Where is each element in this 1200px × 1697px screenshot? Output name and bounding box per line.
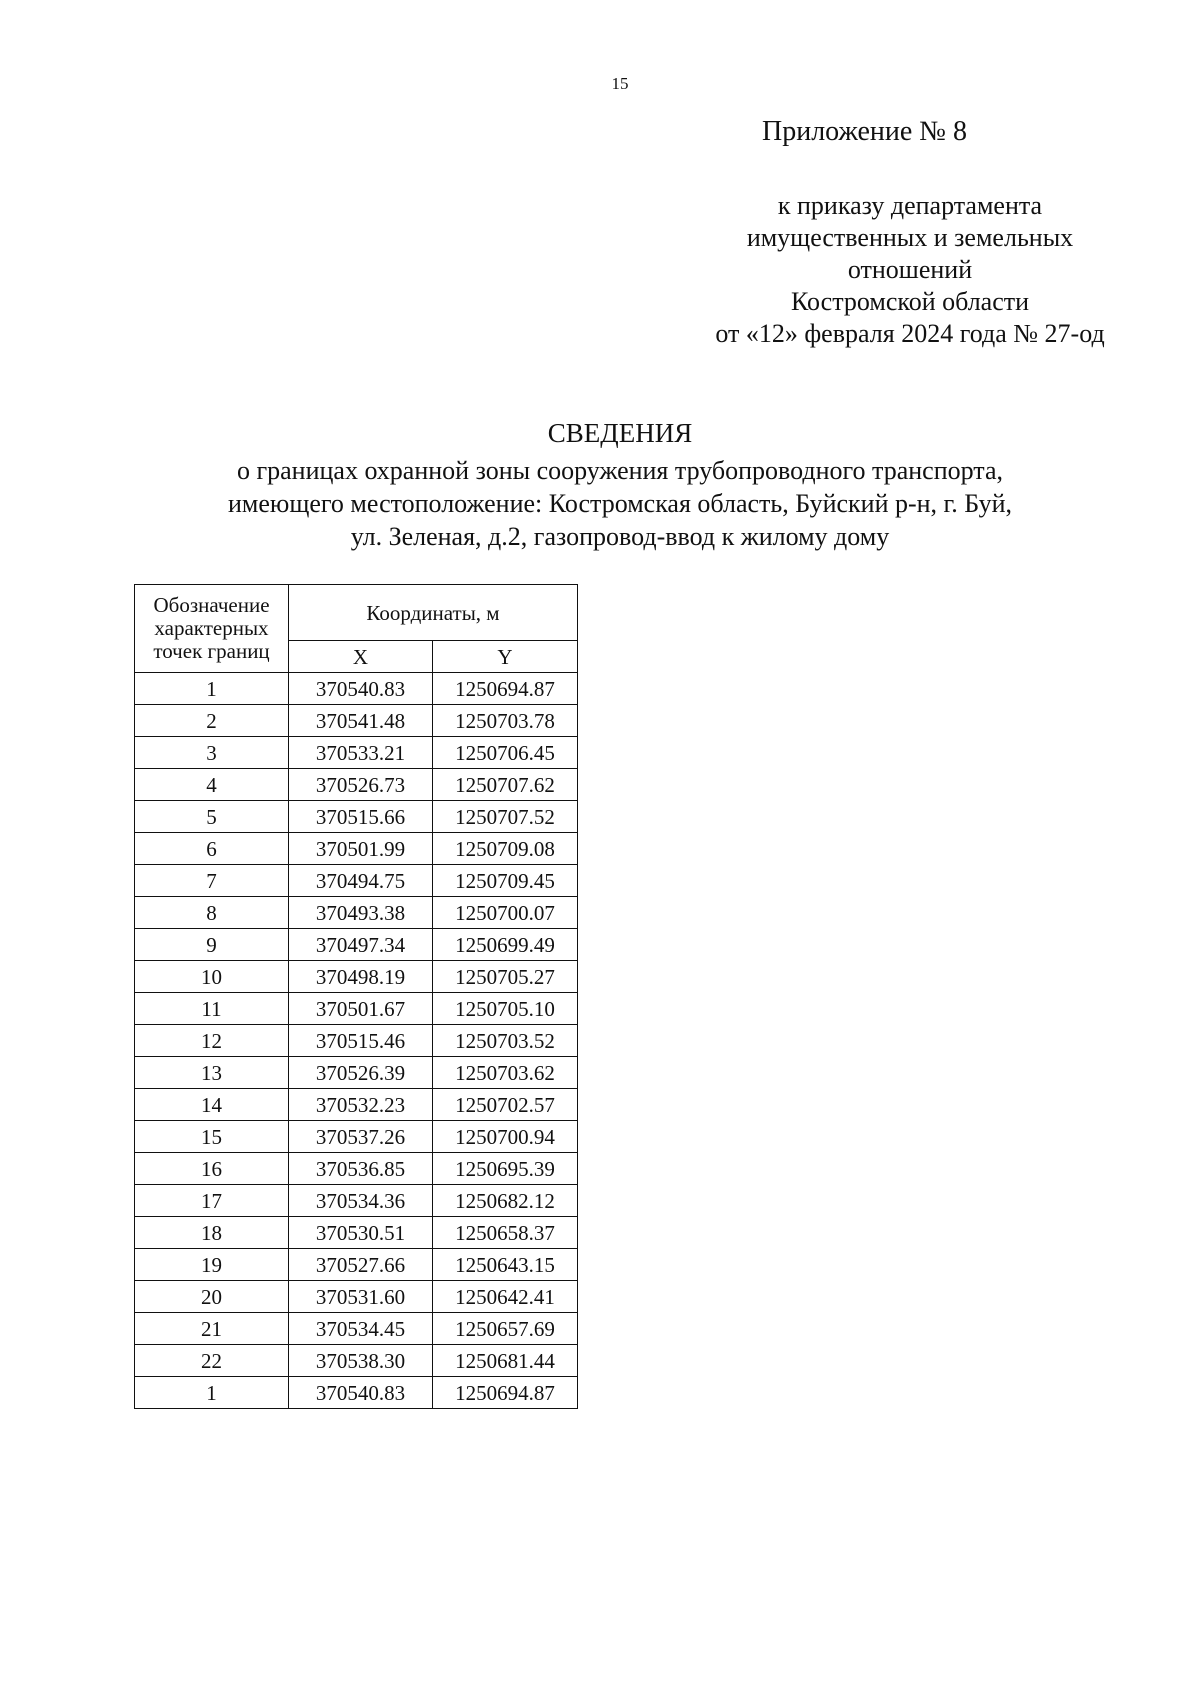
point-number-cell: 21 — [135, 1313, 289, 1345]
y-coordinate-cell: 1250706.45 — [433, 737, 578, 769]
point-number-cell: 18 — [135, 1217, 289, 1249]
y-coordinate-cell: 1250643.15 — [433, 1249, 578, 1281]
y-coordinate-cell: 1250709.45 — [433, 865, 578, 897]
point-number-cell: 19 — [135, 1249, 289, 1281]
coordinates-table — [134, 584, 578, 1409]
order-reference-line: имущественных и земельных — [746, 223, 1074, 252]
page-number: 15 — [611, 74, 629, 93]
y-coordinate-cell: 1250642.41 — [433, 1281, 578, 1313]
point-number-cell: 15 — [135, 1121, 289, 1153]
table-row — [135, 1057, 578, 1089]
x-coordinate-cell: 370537.26 — [289, 1121, 433, 1153]
designation-header-line: Обозначение — [153, 593, 270, 617]
point-number-cell: 11 — [135, 993, 289, 1025]
designation-header-line: точек границ — [153, 639, 270, 663]
x-coordinate-cell: 370493.38 — [289, 897, 433, 929]
table-row — [135, 1313, 578, 1345]
point-number-cell: 13 — [135, 1057, 289, 1089]
point-number-cell: 10 — [135, 961, 289, 993]
order-reference — [620, 190, 1200, 350]
y-coordinate-cell: 1250699.49 — [433, 929, 578, 961]
point-number-cell: 5 — [135, 801, 289, 833]
y-coordinate-cell: 1250705.10 — [433, 993, 578, 1025]
y-coordinate-cell: 1250705.27 — [433, 961, 578, 993]
x-coordinate-cell: 370498.19 — [289, 961, 433, 993]
table-row — [135, 865, 578, 897]
order-reference-line: Костромской области — [790, 287, 1030, 316]
x-coordinate-cell: 370531.60 — [289, 1281, 433, 1313]
y-coordinate-cell: 1250694.87 — [433, 673, 578, 705]
y-coordinate-cell: 1250703.78 — [433, 705, 578, 737]
x-coordinate-cell: 370501.99 — [289, 833, 433, 865]
x-coordinate-cell: 370536.85 — [289, 1153, 433, 1185]
x-coordinate-cell: 370494.75 — [289, 865, 433, 897]
point-number-cell: 1 — [135, 1377, 289, 1409]
table-row — [135, 801, 578, 833]
y-coordinate-cell: 1250707.62 — [433, 769, 578, 801]
appendix-label: Приложение № 8 — [762, 116, 967, 147]
x-coordinate-cell: 370526.39 — [289, 1057, 433, 1089]
y-coordinate-cell: 1250709.08 — [433, 833, 578, 865]
x-coordinate-cell: 370540.83 — [289, 673, 433, 705]
y-coordinate-cell: 1250700.07 — [433, 897, 578, 929]
designation-header — [135, 585, 289, 673]
point-number-cell: 22 — [135, 1345, 289, 1377]
subtitle-line: ул. Зеленая, д.2, газопровод-ввод к жилому дому — [350, 522, 890, 551]
coordinates-header: Координаты, м — [289, 585, 578, 641]
table-row — [135, 833, 578, 865]
y-coordinate-cell: 1250702.57 — [433, 1089, 578, 1121]
x-coordinate-cell: 370534.45 — [289, 1313, 433, 1345]
table-row — [135, 1185, 578, 1217]
coordinates-table-body — [135, 673, 578, 1409]
y-coordinate-cell: 1250703.62 — [433, 1057, 578, 1089]
table-row — [135, 961, 578, 993]
point-number-cell: 1 — [135, 673, 289, 705]
table-row — [135, 1025, 578, 1057]
point-number-cell: 8 — [135, 897, 289, 929]
x-coordinate-cell: 370540.83 — [289, 1377, 433, 1409]
y-coordinate-cell: 1250700.94 — [433, 1121, 578, 1153]
document-title: СВЕДЕНИЯ — [547, 418, 693, 448]
designation-header-line: характерных — [154, 616, 269, 640]
point-number-cell: 4 — [135, 769, 289, 801]
table-row — [135, 993, 578, 1025]
x-coordinate-cell: 370526.73 — [289, 769, 433, 801]
table-row — [135, 705, 578, 737]
x-coordinate-cell: 370515.66 — [289, 801, 433, 833]
table-row — [135, 737, 578, 769]
order-reference-line: отношений — [847, 255, 973, 284]
point-number-cell: 12 — [135, 1025, 289, 1057]
point-number-cell: 16 — [135, 1153, 289, 1185]
subtitle-line: о границах охранной зоны сооружения трубопроводного транспорта, — [236, 456, 1004, 485]
x-coordinate-cell: 370533.21 — [289, 737, 433, 769]
x-coordinate-cell: 370534.36 — [289, 1185, 433, 1217]
order-reference-line: от «12» февраля 2024 года № 27-од — [715, 319, 1105, 348]
y-coordinate-cell: 1250703.52 — [433, 1025, 578, 1057]
table-row — [135, 1281, 578, 1313]
table-row — [135, 769, 578, 801]
y-coordinate-cell: 1250681.44 — [433, 1345, 578, 1377]
point-number-cell: 17 — [135, 1185, 289, 1217]
point-number-cell: 14 — [135, 1089, 289, 1121]
y-column-header: Y — [433, 641, 578, 673]
x-coordinate-cell: 370497.34 — [289, 929, 433, 961]
subtitle-line: имеющего местоположение: Костромская область, Буйский р-н, г. Буй, — [228, 489, 1012, 518]
x-coordinate-cell: 370538.30 — [289, 1345, 433, 1377]
table-row — [135, 1153, 578, 1185]
table-row — [135, 1121, 578, 1153]
y-coordinate-cell: 1250658.37 — [433, 1217, 578, 1249]
table-row — [135, 1089, 578, 1121]
table-row — [135, 1249, 578, 1281]
table-row — [135, 897, 578, 929]
x-coordinate-cell: 370501.67 — [289, 993, 433, 1025]
table-row — [135, 1345, 578, 1377]
x-coordinate-cell: 370532.23 — [289, 1089, 433, 1121]
x-coordinate-cell: 370541.48 — [289, 705, 433, 737]
y-coordinate-cell: 1250695.39 — [433, 1153, 578, 1185]
x-column-header: X — [289, 641, 433, 673]
y-coordinate-cell: 1250694.87 — [433, 1377, 578, 1409]
x-coordinate-cell: 370530.51 — [289, 1217, 433, 1249]
table-row — [135, 1217, 578, 1249]
point-number-cell: 2 — [135, 705, 289, 737]
x-coordinate-cell: 370515.46 — [289, 1025, 433, 1057]
point-number-cell: 20 — [135, 1281, 289, 1313]
table-row — [135, 673, 578, 705]
point-number-cell: 3 — [135, 737, 289, 769]
point-number-cell: 7 — [135, 865, 289, 897]
table-row — [135, 929, 578, 961]
document-subtitle — [0, 454, 1200, 553]
x-coordinate-cell: 370527.66 — [289, 1249, 433, 1281]
order-reference-line: к приказу департамента — [777, 191, 1043, 220]
y-coordinate-cell: 1250682.12 — [433, 1185, 578, 1217]
point-number-cell: 9 — [135, 929, 289, 961]
y-coordinate-cell: 1250707.52 — [433, 801, 578, 833]
y-coordinate-cell: 1250657.69 — [433, 1313, 578, 1345]
point-number-cell: 6 — [135, 833, 289, 865]
table-row — [135, 1377, 578, 1409]
